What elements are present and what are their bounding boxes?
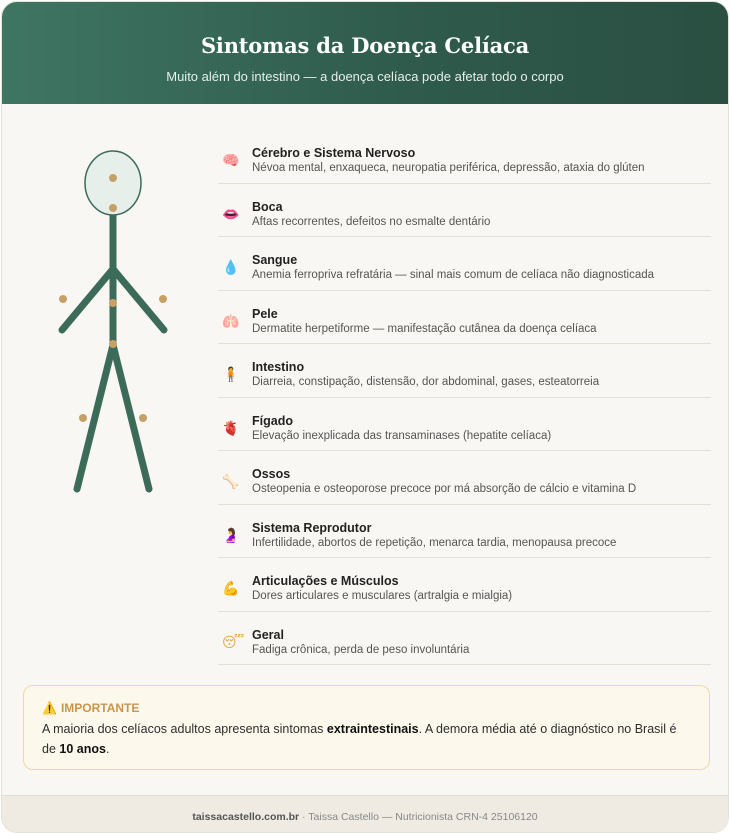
symptom-description: Dores articulares e musculares (artralgia e mialgia): [252, 590, 513, 602]
callout-heading: [42, 700, 691, 716]
dot-left-hand: [59, 295, 67, 303]
symptom-title: Pele: [252, 306, 278, 321]
symptom-description: Névoa mental, enxaqueca, neuropatia periférica, depressão, ataxia do glúten: [252, 162, 645, 174]
symptom-title: Sistema Reprodutor: [252, 520, 372, 535]
callout-emphasis: extraintestinais: [326, 722, 419, 736]
symptom-row: [218, 451, 711, 505]
footer-credit: Taissa Castello — Nutricionista CRN-4 25106120: [308, 811, 538, 823]
person-icon: 🧍: [222, 367, 240, 383]
symptom-description: Fadiga crônica, perda de peso involuntária: [252, 643, 470, 656]
dot-abdomen: [109, 340, 117, 348]
symptom-title: Articulações e Músculos: [252, 574, 399, 588]
mouth-icon: 👄: [222, 206, 240, 223]
symptom-list: [218, 130, 711, 665]
page-title: Sintomas da Doença Celíaca: [200, 33, 530, 58]
dot-right-knee: [139, 414, 147, 422]
symptom-text: [252, 360, 711, 389]
symptom-row: [218, 344, 711, 398]
symptom-description: Aftas recorrentes, defeitos no esmalte dentário: [252, 215, 491, 228]
symptom-description: Elevação inexplicada das transaminases (hepatite celíaca): [252, 429, 552, 442]
symptom-text: [252, 574, 711, 603]
bone-icon: 🦴: [222, 474, 240, 490]
symptom-row: [218, 130, 711, 184]
figure-right-arm: [113, 269, 164, 330]
symptom-description: Osteopenia e osteoporose precoce por má absorção de cálcio e vitamina D: [252, 483, 637, 495]
header: [2, 2, 728, 104]
callout-body: [42, 720, 691, 759]
callout-text: .: [105, 741, 110, 756]
symptom-title: Sangue: [252, 253, 298, 267]
symptom-description: Dermatite herpetiforme — manifestação cutânea da doença celíaca: [252, 322, 597, 335]
blood-drop-icon: 💧: [222, 260, 240, 276]
symptom-text: [252, 146, 711, 175]
important-callout: [23, 685, 710, 770]
symptom-title: Boca: [252, 199, 283, 214]
symptom-row: [218, 505, 711, 559]
warning-icon: ⚠️: [42, 701, 57, 715]
symptom-description: Infertilidade, abortos de repetição, menarca tardia, menopausa precoce: [252, 536, 617, 549]
symptom-text: [252, 253, 711, 282]
dot-right-hand: [159, 295, 167, 303]
symptom-text: [252, 200, 711, 229]
symptom-title: Geral: [252, 627, 284, 642]
symptom-title: Cérebro e Sistema Nervoso: [252, 146, 416, 160]
symptom-description: Diarreia, constipação, distensão, dor abdominal, gases, esteatorreia: [252, 376, 600, 388]
flexed-biceps-icon: 💪: [222, 581, 240, 597]
symptom-text: [252, 467, 711, 496]
symptom-text: [252, 307, 711, 336]
dot-brain: [109, 174, 117, 182]
callout-text: A maioria dos celíacos adultos apresenta sintomas: [42, 722, 327, 736]
pregnant-person-icon: 🤰: [222, 527, 240, 544]
body-figure-lines: [62, 209, 164, 489]
dot-mouth: [109, 204, 117, 212]
footer-site-link[interactable]: taissacastello.com.br: [192, 811, 300, 823]
callout-emphasis: 10 anos: [59, 741, 106, 756]
footer-separator: ·: [299, 811, 309, 823]
footer: [2, 795, 728, 833]
tired-face-icon: 😴: [222, 634, 245, 651]
body-figure: [42, 142, 192, 502]
symptom-text: [252, 628, 711, 657]
symptom-text: [252, 521, 711, 550]
symptom-row: [218, 237, 711, 291]
dot-chest: [109, 299, 117, 307]
symptom-description: Anemia ferropriva refratária — sinal mais comum de celíaca não diagnosticada: [252, 269, 655, 281]
page-subtitle: Muito além do intestino — a doença celíaca pode afetar todo o corpo: [166, 69, 564, 84]
callout-heading-text: IMPORTANTE: [60, 701, 140, 715]
callout-text: . A demora média até o diagnóstico no Brasil é de: [42, 722, 677, 756]
symptom-row: [218, 612, 711, 666]
dot-left-knee: [79, 414, 87, 422]
brain-icon: 🧠: [222, 153, 240, 169]
symptom-row: [218, 184, 711, 238]
symptom-title: Ossos: [252, 467, 291, 481]
figure-left-arm: [62, 269, 113, 330]
lungs-icon: 🫁: [222, 313, 240, 330]
symptom-title: Fígado: [252, 413, 293, 428]
symptom-row: [218, 291, 711, 345]
symptom-row: [218, 398, 711, 452]
symptom-title: Intestino: [252, 360, 305, 374]
symptom-text: [252, 414, 711, 443]
symptom-row: [218, 558, 711, 612]
infographic-card: [1, 1, 729, 833]
heart-organ-icon: 🫀: [222, 420, 240, 437]
